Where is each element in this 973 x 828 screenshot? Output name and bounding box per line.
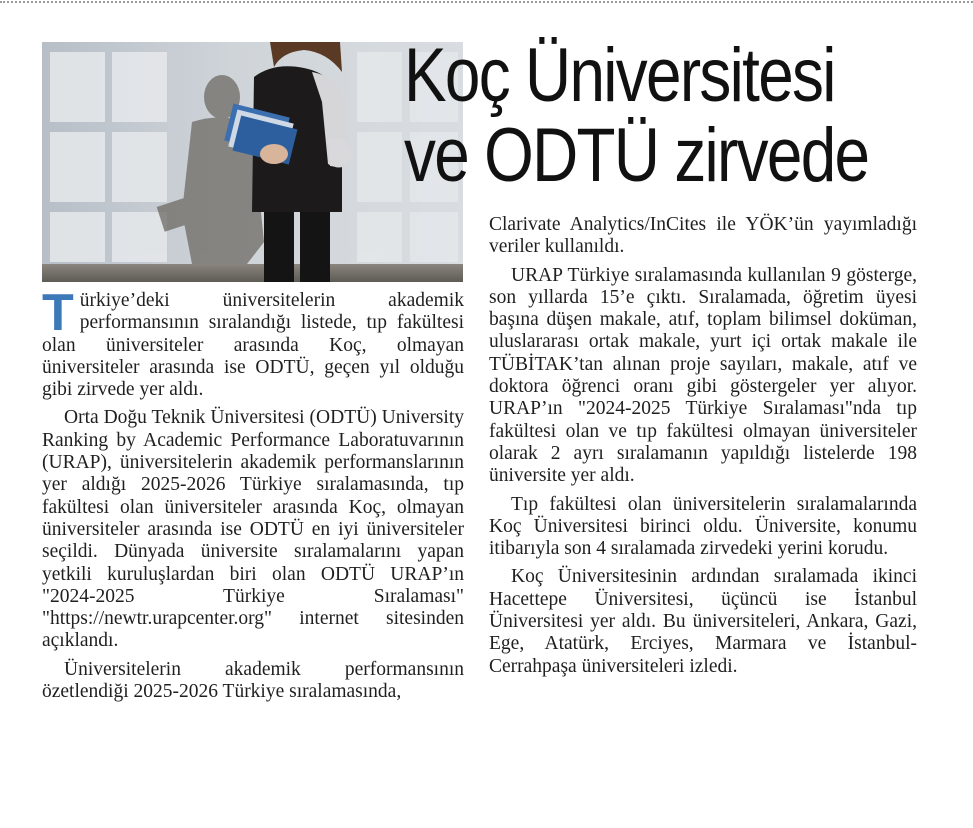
article-photo [42, 42, 463, 282]
article-column-right [489, 214, 917, 684]
article-paragraph-4: URAP Türkiye sıralamasında kullanılan 9 gösterge, son yıllarda 15’e çıktı. Sıralamada, öğretim üyesi başına düşen makale, atıf, toplam bilimsel doküman, uluslararası ortak makale, yurt içi ortak makale ile TÜBİTAK’tan alınan proje sayıları, makale, atıf ve doktora öğrenci oranı gibi göstergeler yer alıyor. URAP’ın "2024-2025 Türkiye Sıralaması"nda tıp fakültesi olan ve tıp fakültesi olmayan üniversiteler olarak 2 ayrı sıralamanın yapıldığı listelerde 198 üniversite yer aldı. [489, 264, 917, 487]
article-paragraph-5: Tıp fakültesi olan üniversitelerin sıralamalarında Koç Üniversitesi birinci oldu. Üniversite, konumu itibarıyla son 4 sıralamada zirvedeki yerini korudu. [489, 493, 917, 560]
article-paragraph-3-end: Clarivate Analytics/InCites ile YÖK’ün yayımladığı veriler kullanıldı. [489, 214, 917, 258]
top-dotted-rule [0, 1, 973, 3]
article-paragraph-1 [42, 284, 464, 401]
article-paragraph-6: Koç Üniversitesinin ardından sıralamada ikinci Hacettepe Üniversitesi, üçüncü ise İstanbul Üniversitesi yer aldı. Bu üniversiteleri, Ankara, Gazi, Ege, Atatürk, Erciyes, Marmara ve İstanbul-Cerrahpaşa üniversiteleri izledi. [489, 566, 917, 677]
article-paragraph-1-text: ürkiye’deki üniversitelerin akademik performansının sıralandığı listede, tıp fakültesi olan üniversiteler arasında Koç, olmayan üniversiteler arasında ise ODTÜ, geçen yıl olduğu gibi zirvede yer aldı. [42, 290, 464, 401]
headline-line-2: ve ODTÜ zirvede [404, 113, 869, 198]
article-column-left [42, 284, 464, 709]
article-photo-illustration [42, 42, 463, 282]
article-paragraph-3-start: Üniversitelerin akademik performansının özetlendiği 2025-2026 Türkiye sıralamasında, [42, 658, 464, 703]
headline-line-1: Koç Üniversitesi [404, 33, 835, 118]
headline [404, 33, 874, 198]
drop-cap: T [42, 284, 74, 342]
article-paragraph-2: Orta Doğu Teknik Üniversitesi (ODTÜ) University Ranking by Academic Performance Laboratuvarının (URAP), üniversitelerin akademik performanslarının yer aldığı 2025-2026 Türkiye sıralamasında, tıp fakültesi olan üniversiteler arasında Koç, olmayan üniversiteler arasında ise ODTÜ en iyi üniversiteler seçildi. Dünyada üniversite sıralamalarını yapan yetkili kuruluşlardan biri olan ODTÜ URAP’ın "2024-2025 Türkiye Sıralaması" "https://newtr.urapcenter.org" internet sitesinden açıklandı. [42, 407, 464, 652]
